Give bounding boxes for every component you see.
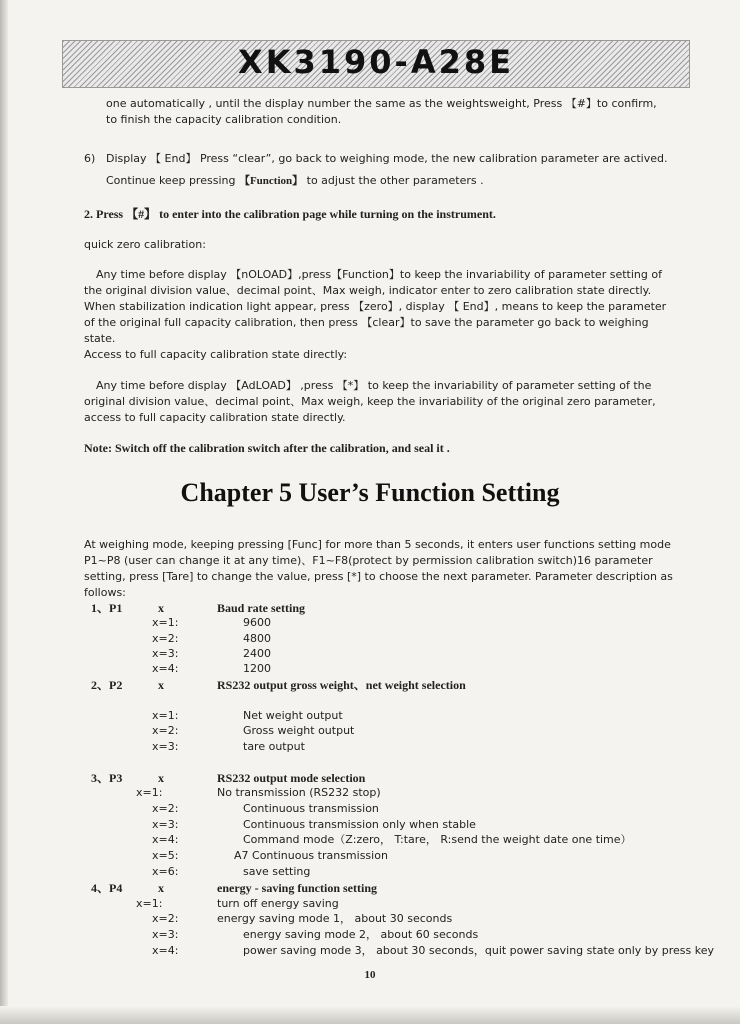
continue-text-end: to adjust the other parameters . <box>303 174 484 187</box>
option-key: x=1: <box>152 709 179 722</box>
model-title: XK3190-A28E <box>238 43 514 81</box>
full-capacity-heading: Access to full capacity calibration state directly: <box>84 348 348 361</box>
option-value: power saving mode 3， about 30 seconds，quit power saving state only by press key <box>243 944 715 957</box>
option-key: x=2: <box>152 724 179 737</box>
chapter-title: Chapter 5 User’s Function Setting <box>180 478 560 507</box>
page-shadow-bottom <box>0 1006 740 1024</box>
option-value: Continuous transmission <box>243 802 379 815</box>
option-key: x=4: <box>152 662 179 675</box>
option-value: tare output <box>243 740 305 753</box>
option-key: x=4: <box>152 833 179 846</box>
param-x: x <box>158 881 164 895</box>
paragraph-quick-zero: Any time before display 【nOLOAD】,press【Function】to keep the invariability of parameter setting of the original division value、decimal point、Max weigh, indicator enter to zero calibration state directly. When stabilization indication light appear, press 【zero】, display 【 End】, means to keep the parameter of the original full capacity calibration, then press 【clear】to save the parameter go back to weighing state. <box>84 268 667 345</box>
page-shadow-left <box>0 0 8 1024</box>
option-key: x=1: <box>152 616 179 629</box>
chapter-intro: At weighing mode, keeping pressing [Func] for more than 5 seconds, it enters user functions setting mode P1~P8 (user can change it at any time)、F1~F8(protect by permission calibration switch)16 parameter setting, press [Tare] to change the value, press [*] to choose the next parameter. Parameter description as follows: <box>84 538 673 599</box>
option-key: x=1: <box>136 897 163 910</box>
option-value: Net weight output <box>243 709 343 722</box>
option-value: 4800 <box>243 632 271 645</box>
option-value: No transmission (RS232 stop) <box>217 786 381 799</box>
option-key: x=2: <box>152 632 179 645</box>
option-value: energy saving mode 2， about 60 seconds <box>243 928 479 941</box>
option-value: 2400 <box>243 647 271 660</box>
paragraph-full-capacity: Any time before display 【AdLOAD】 ,press 【*】 to keep the invariability of parameter setting of the original division value、decimal point、Max weigh, keep the invariability of the original zero parameter, access to full capacity calibration state directly. <box>84 379 656 424</box>
quick-zero-heading: quick zero calibration: <box>84 238 206 251</box>
page-number: 10 <box>364 969 376 981</box>
paragraph-continue <box>106 173 671 189</box>
section-heading-press-hash: 2. Press 【#】 to enter into the calibration page while turning on the instrument. <box>84 207 496 221</box>
continue-text: Continue keep pressing <box>106 174 239 187</box>
option-key: x=2: <box>152 802 179 815</box>
option-key: x=6: <box>152 865 179 878</box>
param-number: 1、P1 <box>91 601 123 615</box>
step-number: 6) <box>84 152 96 165</box>
option-key: x=2: <box>152 912 179 925</box>
option-key: x=1: <box>136 786 163 799</box>
option-value: A7 Continuous transmission <box>234 849 388 862</box>
param-x: x <box>158 601 164 615</box>
header-banner <box>62 40 690 88</box>
option-key: x=3: <box>152 928 179 941</box>
paragraph-display-end: Display 【 End】 Press “clear”, go back to weighing mode, the new calibration parameter are actived. <box>106 152 668 165</box>
option-key: x=3: <box>152 818 179 831</box>
option-key: x=3: <box>152 740 179 753</box>
option-value: 9600 <box>243 616 271 629</box>
param-title: Baud rate setting <box>217 601 305 615</box>
option-key: x=4: <box>152 944 179 957</box>
option-key: x=3: <box>152 647 179 660</box>
option-value: Continuous transmission only when stable <box>243 818 476 831</box>
param-number: 3、P3 <box>91 771 123 785</box>
option-value: 1200 <box>243 662 271 675</box>
param-x: x <box>158 678 164 692</box>
param-title: energy - saving function setting <box>217 881 377 895</box>
param-number: 2、P2 <box>91 678 123 692</box>
param-x: x <box>158 771 164 785</box>
option-value: energy saving mode 1， about 30 seconds <box>217 912 453 925</box>
param-title: RS232 output mode selection <box>217 771 366 785</box>
option-value: Gross weight output <box>243 724 355 737</box>
paragraph-capacity-calibration: one automatically , until the display number the same as the weightsweight, Press 【#】to confirm, to finish the capacity calibration condition. <box>106 97 657 126</box>
option-value: save setting <box>243 865 311 878</box>
param-number: 4、P4 <box>91 881 123 895</box>
option-value: turn off energy saving <box>217 897 339 910</box>
function-key-label: 【Function】 <box>238 175 304 187</box>
option-value: Command mode（Z:zero， T:tare， R:send the weight date one time） <box>243 833 632 846</box>
note-switch-off: Note: Switch off the calibration switch after the calibration, and seal it . <box>84 441 450 455</box>
option-key: x=5: <box>152 849 179 862</box>
param-title: RS232 output gross weight、net weight selection <box>217 678 466 692</box>
